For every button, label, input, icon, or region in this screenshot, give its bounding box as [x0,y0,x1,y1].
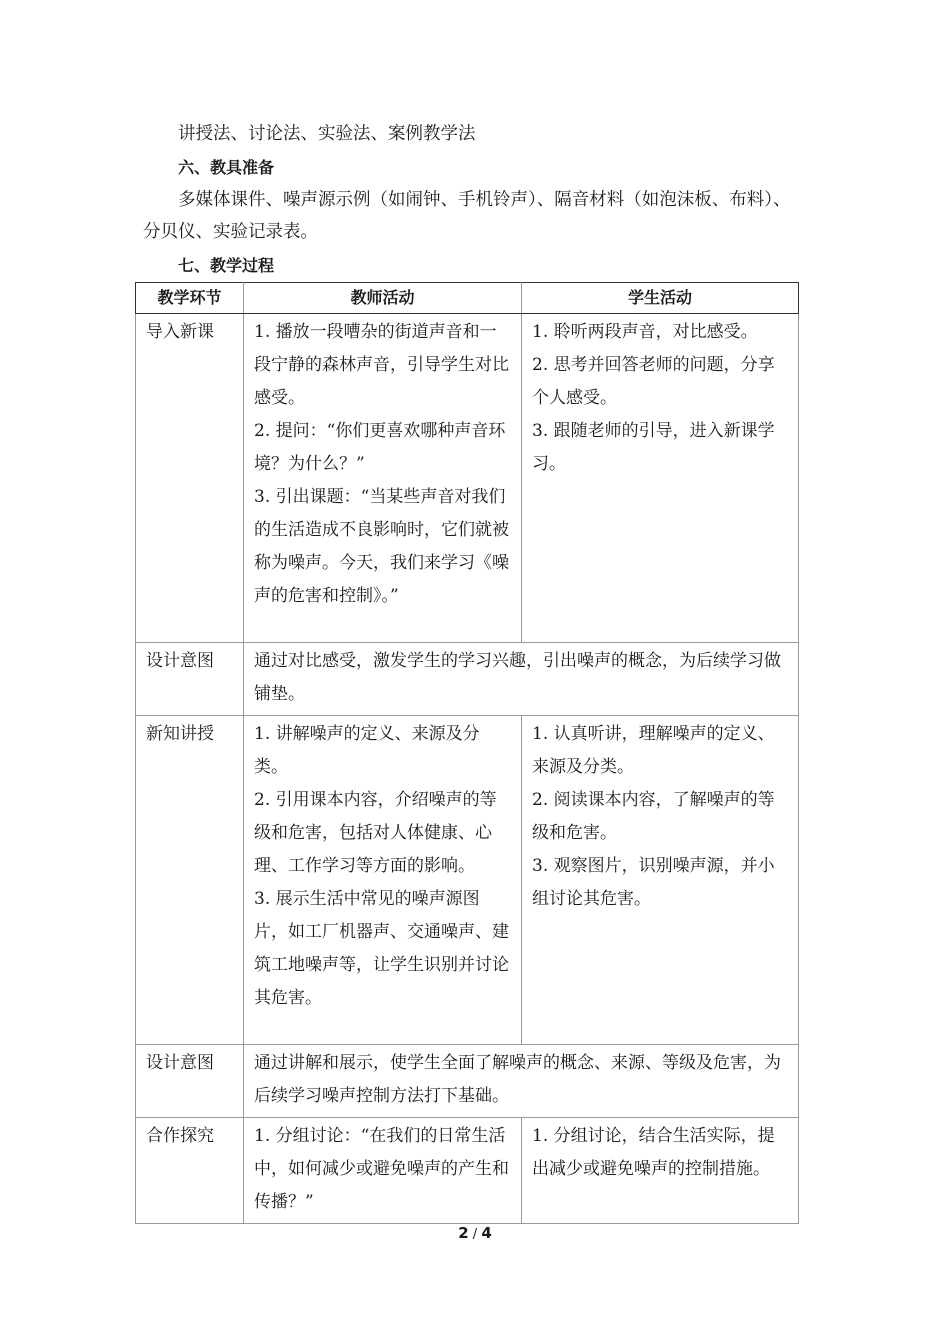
student-activity-cell [522,716,799,1045]
page-number [0,1224,950,1242]
table-row [136,643,799,716]
section-6-title: 六、教具准备 [178,158,275,177]
table-row [136,716,799,1045]
student-activity-cell [522,1118,799,1224]
teacher-activity-cell [244,1118,522,1224]
total-pages: 4 [481,1224,492,1242]
section-6-body: 多媒体课件、噪声源示例（如闹钟、手机铃声）、隔音材料（如泡沫板、布料）、分贝仪、实验记录表。 [143,190,791,242]
table-row [136,1045,799,1118]
stage-cell: 设计意图 [136,1045,244,1118]
teacher-activity-item: 1. 讲解噪声的定义、来源及分类。 [254,724,480,777]
table-row [136,1118,799,1224]
student-activity-item: 1. 分组讨论，结合生活实际，提出减少或避免噪声的控制措施。 [532,1126,775,1179]
stage-cell: 合作探究 [136,1118,244,1224]
student-activity-item: 1. 认真听讲，理解噪声的定义、来源及分类。 [532,724,775,777]
teaching-methods-line: 讲授法、讨论法、实验法、案例教学法 [178,124,476,144]
student-activity-item: 1. 聆听两段声音，对比感受。 [532,322,758,342]
teaching-process-table [135,282,799,1224]
teacher-activity-cell [244,716,522,1045]
stage-cell: 新知讲授 [136,716,244,1045]
teacher-activity-cell [244,314,522,643]
table-header-row [136,283,799,314]
teacher-activity-item: 3. 展示生活中常见的噪声源图片，如工厂机器声、交通噪声、建筑工地噪声等，让学生识别并讨论其危害。 [254,889,509,1008]
student-activity-item: 3. 观察图片，识别噪声源，并小组讨论其危害。 [532,856,775,909]
header-stage: 教学环节 [136,283,244,314]
student-activity-item: 2. 思考并回答老师的问题，分享个人感受。 [532,355,775,408]
design-intent-cell: 通过对比感受，激发学生的学习兴趣，引出噪声的概念，为后续学习做铺垫。 [244,643,799,716]
header-student: 学生活动 [522,283,799,314]
design-intent-cell: 通过讲解和展示，使学生全面了解噪声的概念、来源、等级及危害，为后续学习噪声控制方法打下基础。 [244,1045,799,1118]
section-7-title: 七、教学过程 [178,256,275,275]
stage-cell: 导入新课 [136,314,244,643]
student-activity-item: 3. 跟随老师的引导，进入新课学习。 [532,421,775,474]
teacher-activity-item: 1. 分组讨论：“在我们的日常生活中，如何减少或避免噪声的产生和传播？” [254,1126,509,1212]
teacher-activity-item: 1. 播放一段嘈杂的街道声音和一段宁静的森林声音，引导学生对比感受。 [254,322,509,408]
student-activity-item: 2. 阅读课本内容，了解噪声的等级和危害。 [532,790,775,843]
page-separator: / [468,1227,482,1242]
teacher-activity-item: 3. 引出课题：“当某些声音对我们的生活造成不良影响时，它们就被称为噪声。今天，我们来学习《噪声的危害和控制》。” [254,487,509,606]
stage-cell: 设计意图 [136,643,244,716]
teacher-activity-item: 2. 提问：“你们更喜欢哪种声音环境？为什么？” [254,421,506,474]
table-row [136,314,799,643]
header-teacher: 教师活动 [244,283,522,314]
current-page: 2 [458,1224,469,1242]
teacher-activity-item: 2. 引用课本内容，介绍噪声的等级和危害，包括对人体健康、心理、工作学习等方面的影响。 [254,790,497,876]
student-activity-cell [522,314,799,643]
